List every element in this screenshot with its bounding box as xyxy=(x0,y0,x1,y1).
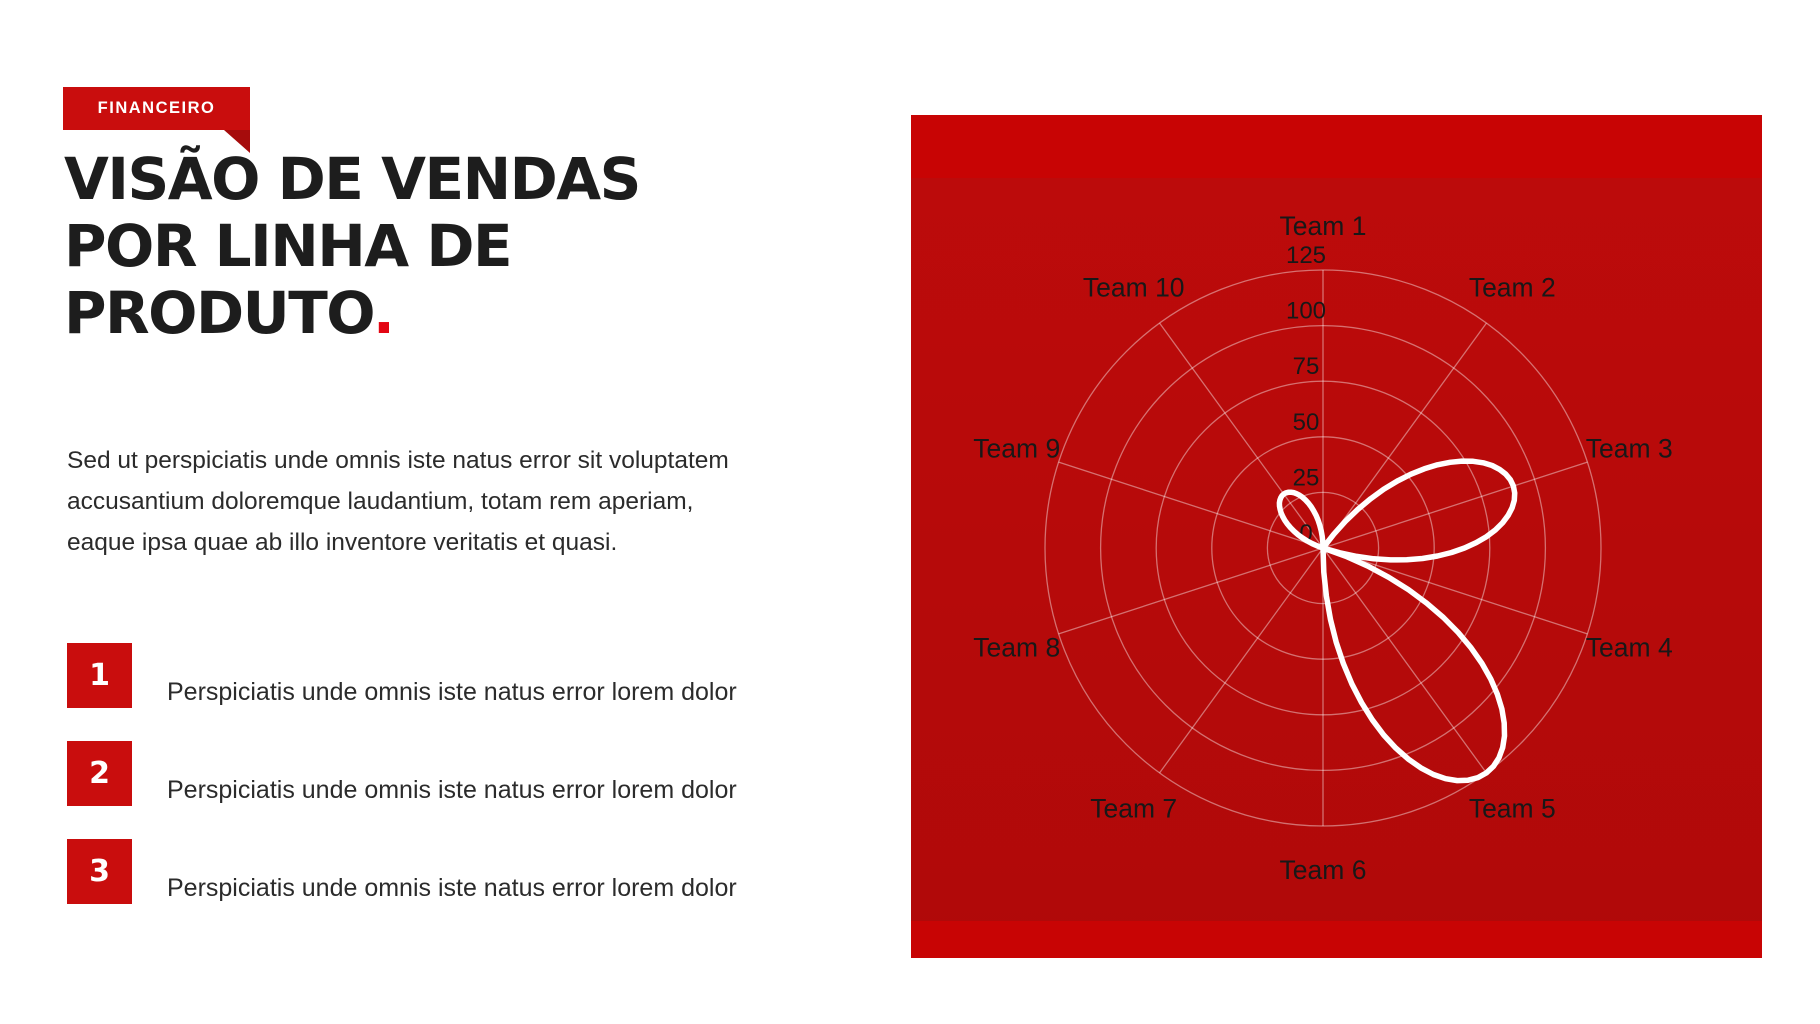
financeiro-badge: FINANCEIRO xyxy=(63,87,250,130)
radial-tick-label: 50 xyxy=(1292,408,1320,436)
title-line-2: POR LINHA DE xyxy=(64,212,512,280)
item-text: Perspiciatis unde omnis iste natus error lorem dolor xyxy=(167,874,737,902)
intro-line: Sed ut perspiciatis unde omnis iste natus error sit voluptatem xyxy=(67,447,729,474)
title-line-1: VISÃO DE VENDAS xyxy=(64,145,640,213)
list-item xyxy=(67,839,787,904)
grid-spoke xyxy=(1323,548,1486,773)
team-label: Team 8 xyxy=(973,632,1061,663)
radial-tick-label: 125 xyxy=(1285,242,1327,269)
title-line-3 xyxy=(64,280,640,347)
item-number-box: 1 xyxy=(67,643,132,708)
radial-tick-label: 25 xyxy=(1292,464,1320,492)
grid-spoke xyxy=(1059,462,1323,548)
grid-spoke xyxy=(1160,548,1323,773)
intro-line: accusantium doloremque laudantium, totam rem aperiam, xyxy=(67,488,694,515)
team-label: Team 6 xyxy=(1279,855,1367,885)
team-label: Team 4 xyxy=(1585,632,1673,663)
team-label: Team 2 xyxy=(1468,272,1556,303)
item-number-box: 2 xyxy=(67,741,132,806)
team-label: Team 10 xyxy=(1082,272,1185,303)
polar-rose-chart xyxy=(911,115,1762,958)
intro-paragraph xyxy=(67,440,729,563)
list-item xyxy=(67,741,787,806)
title-line-3-text: PRODUTO xyxy=(64,279,373,347)
team-label: Team 3 xyxy=(1585,433,1673,464)
title-period: . xyxy=(372,279,394,347)
radial-tick-label: 75 xyxy=(1292,353,1320,381)
item-number-box: 3 xyxy=(67,839,132,904)
list-item xyxy=(67,643,787,708)
grid-spoke xyxy=(1059,548,1323,634)
team-label: Team 5 xyxy=(1468,793,1556,824)
page-title xyxy=(64,146,640,347)
chart-panel xyxy=(911,115,1762,958)
data-line xyxy=(1279,461,1514,780)
radial-tick-label: 0 xyxy=(1299,520,1313,547)
team-label: Team 7 xyxy=(1090,793,1178,824)
team-label: Team 1 xyxy=(1279,211,1367,241)
item-text: Perspiciatis unde omnis iste natus error lorem dolor xyxy=(167,678,737,706)
team-label: Team 9 xyxy=(973,433,1061,464)
radial-tick-label: 100 xyxy=(1285,297,1327,325)
intro-line: eaque ipsa quae ab illo inventore veritatis et quasi. xyxy=(67,529,618,556)
item-text: Perspiciatis unde omnis iste natus error lorem dolor xyxy=(167,776,737,804)
grid-spoke xyxy=(1323,323,1486,548)
